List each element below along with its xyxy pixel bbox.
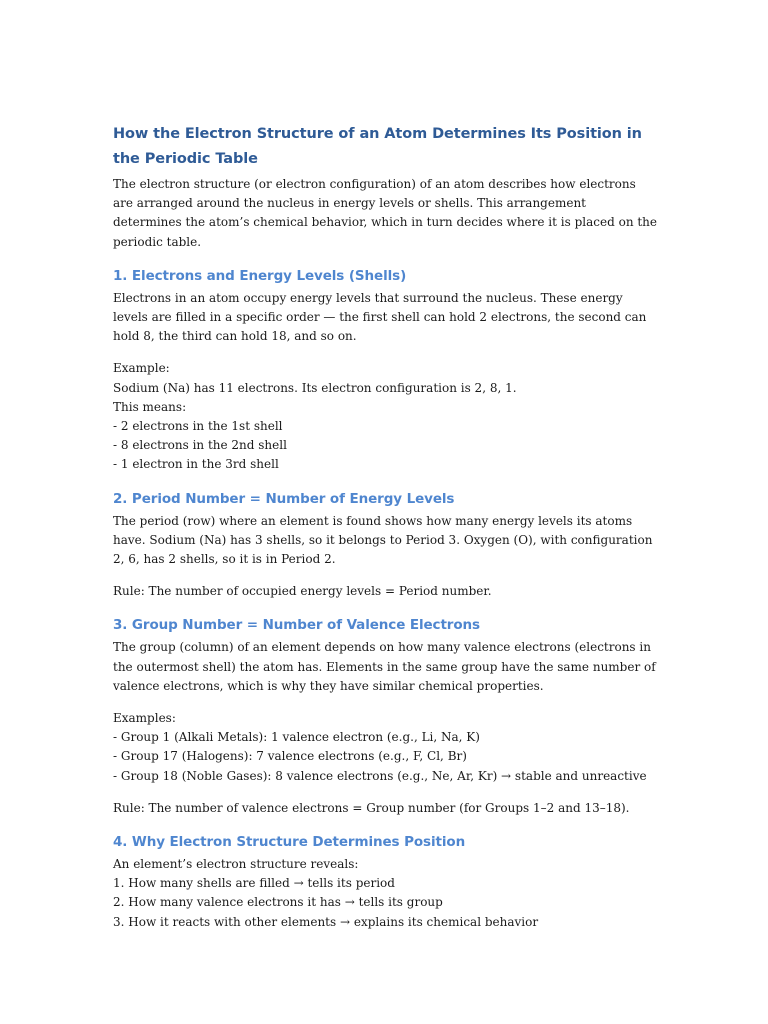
section-1-example — [113, 359, 658, 474]
section-2-heading: 2. Period Number = Number of Energy Levels — [113, 490, 455, 507]
list-line: An element’s electron structure reveals: — [113, 857, 359, 872]
example-line: - 1 electron in the 3rd shell — [113, 457, 279, 472]
example-line: - 2 electrons in the 1st shell — [113, 419, 283, 434]
intro-paragraph: The electron structure (or electron configuration) of an atom describes how electrons are arranged around the nucleus in energy levels or shells. This arrangement determines the atom’s chemical behavior, which in turn decides where it is placed on the periodic table. — [113, 177, 658, 249]
example-line: - Group 17 (Halogens): 7 valence electrons (e.g., F, Cl, Br) — [113, 749, 467, 764]
example-line: - Group 18 (Noble Gases): 8 valence electrons (e.g., Ne, Ar, Kr) → stable and unreactive — [113, 768, 647, 783]
example-line: - 8 electrons in the 2nd shell — [113, 438, 287, 453]
section-3-examples — [113, 709, 658, 786]
example-line: - Group 1 (Alkali Metals): 1 valence electron (e.g., Li, Na, K) — [113, 730, 480, 745]
list-line: 1. How many shells are filled → tells its period — [113, 876, 395, 891]
section-4-heading: 4. Why Electron Structure Determines Position — [113, 834, 466, 851]
example-line: Example: — [113, 361, 170, 376]
section-3-heading: 3. Group Number = Number of Valence Electrons — [113, 617, 480, 634]
document-page — [113, 122, 658, 932]
section-1-heading: 1. Electrons and Energy Levels (Shells) — [113, 267, 407, 284]
list-line: 3. How it reacts with other elements → explains its chemical behavior — [113, 914, 539, 929]
example-line: Examples: — [113, 711, 176, 726]
section-2-body: The period (row) where an element is found shows how many energy levels its atoms have. Sodium (Na) has 3 shells, so it belongs to Period 3. Oxygen (O), with configuration 2, 6, has 2 shells, so it is in Period 2. — [113, 513, 653, 567]
section-3-body: The group (column) of an element depends on how many valence electrons (electrons in the outermost shell) the atom has. Elements in the same group have the same number of valence electrons, which is why they have similar chemical properties. — [113, 640, 656, 693]
example-line: Sodium (Na) has 11 electrons. Its electron configuration is 2, 8, 1. — [113, 380, 517, 395]
document-title: How the Electron Structure of an Atom Determines Its Position in the Periodic Table — [113, 126, 642, 167]
section-3-rule: Rule: The number of valence electrons = Group number (for Groups 1–2 and 13–18). — [113, 800, 630, 815]
section-2-rule: Rule: The number of occupied energy levels = Period number. — [113, 584, 492, 599]
example-line: This means: — [113, 399, 187, 414]
list-line: 2. How many valence electrons it has → tells its group — [113, 895, 443, 910]
section-4-list — [113, 855, 658, 932]
section-1-body: Electrons in an atom occupy energy levels that surround the nucleus. These energy levels are filled in a specific order — the first shell can hold 2 electrons, the second can hold 8, the third can hold 18, and so on. — [113, 290, 647, 344]
